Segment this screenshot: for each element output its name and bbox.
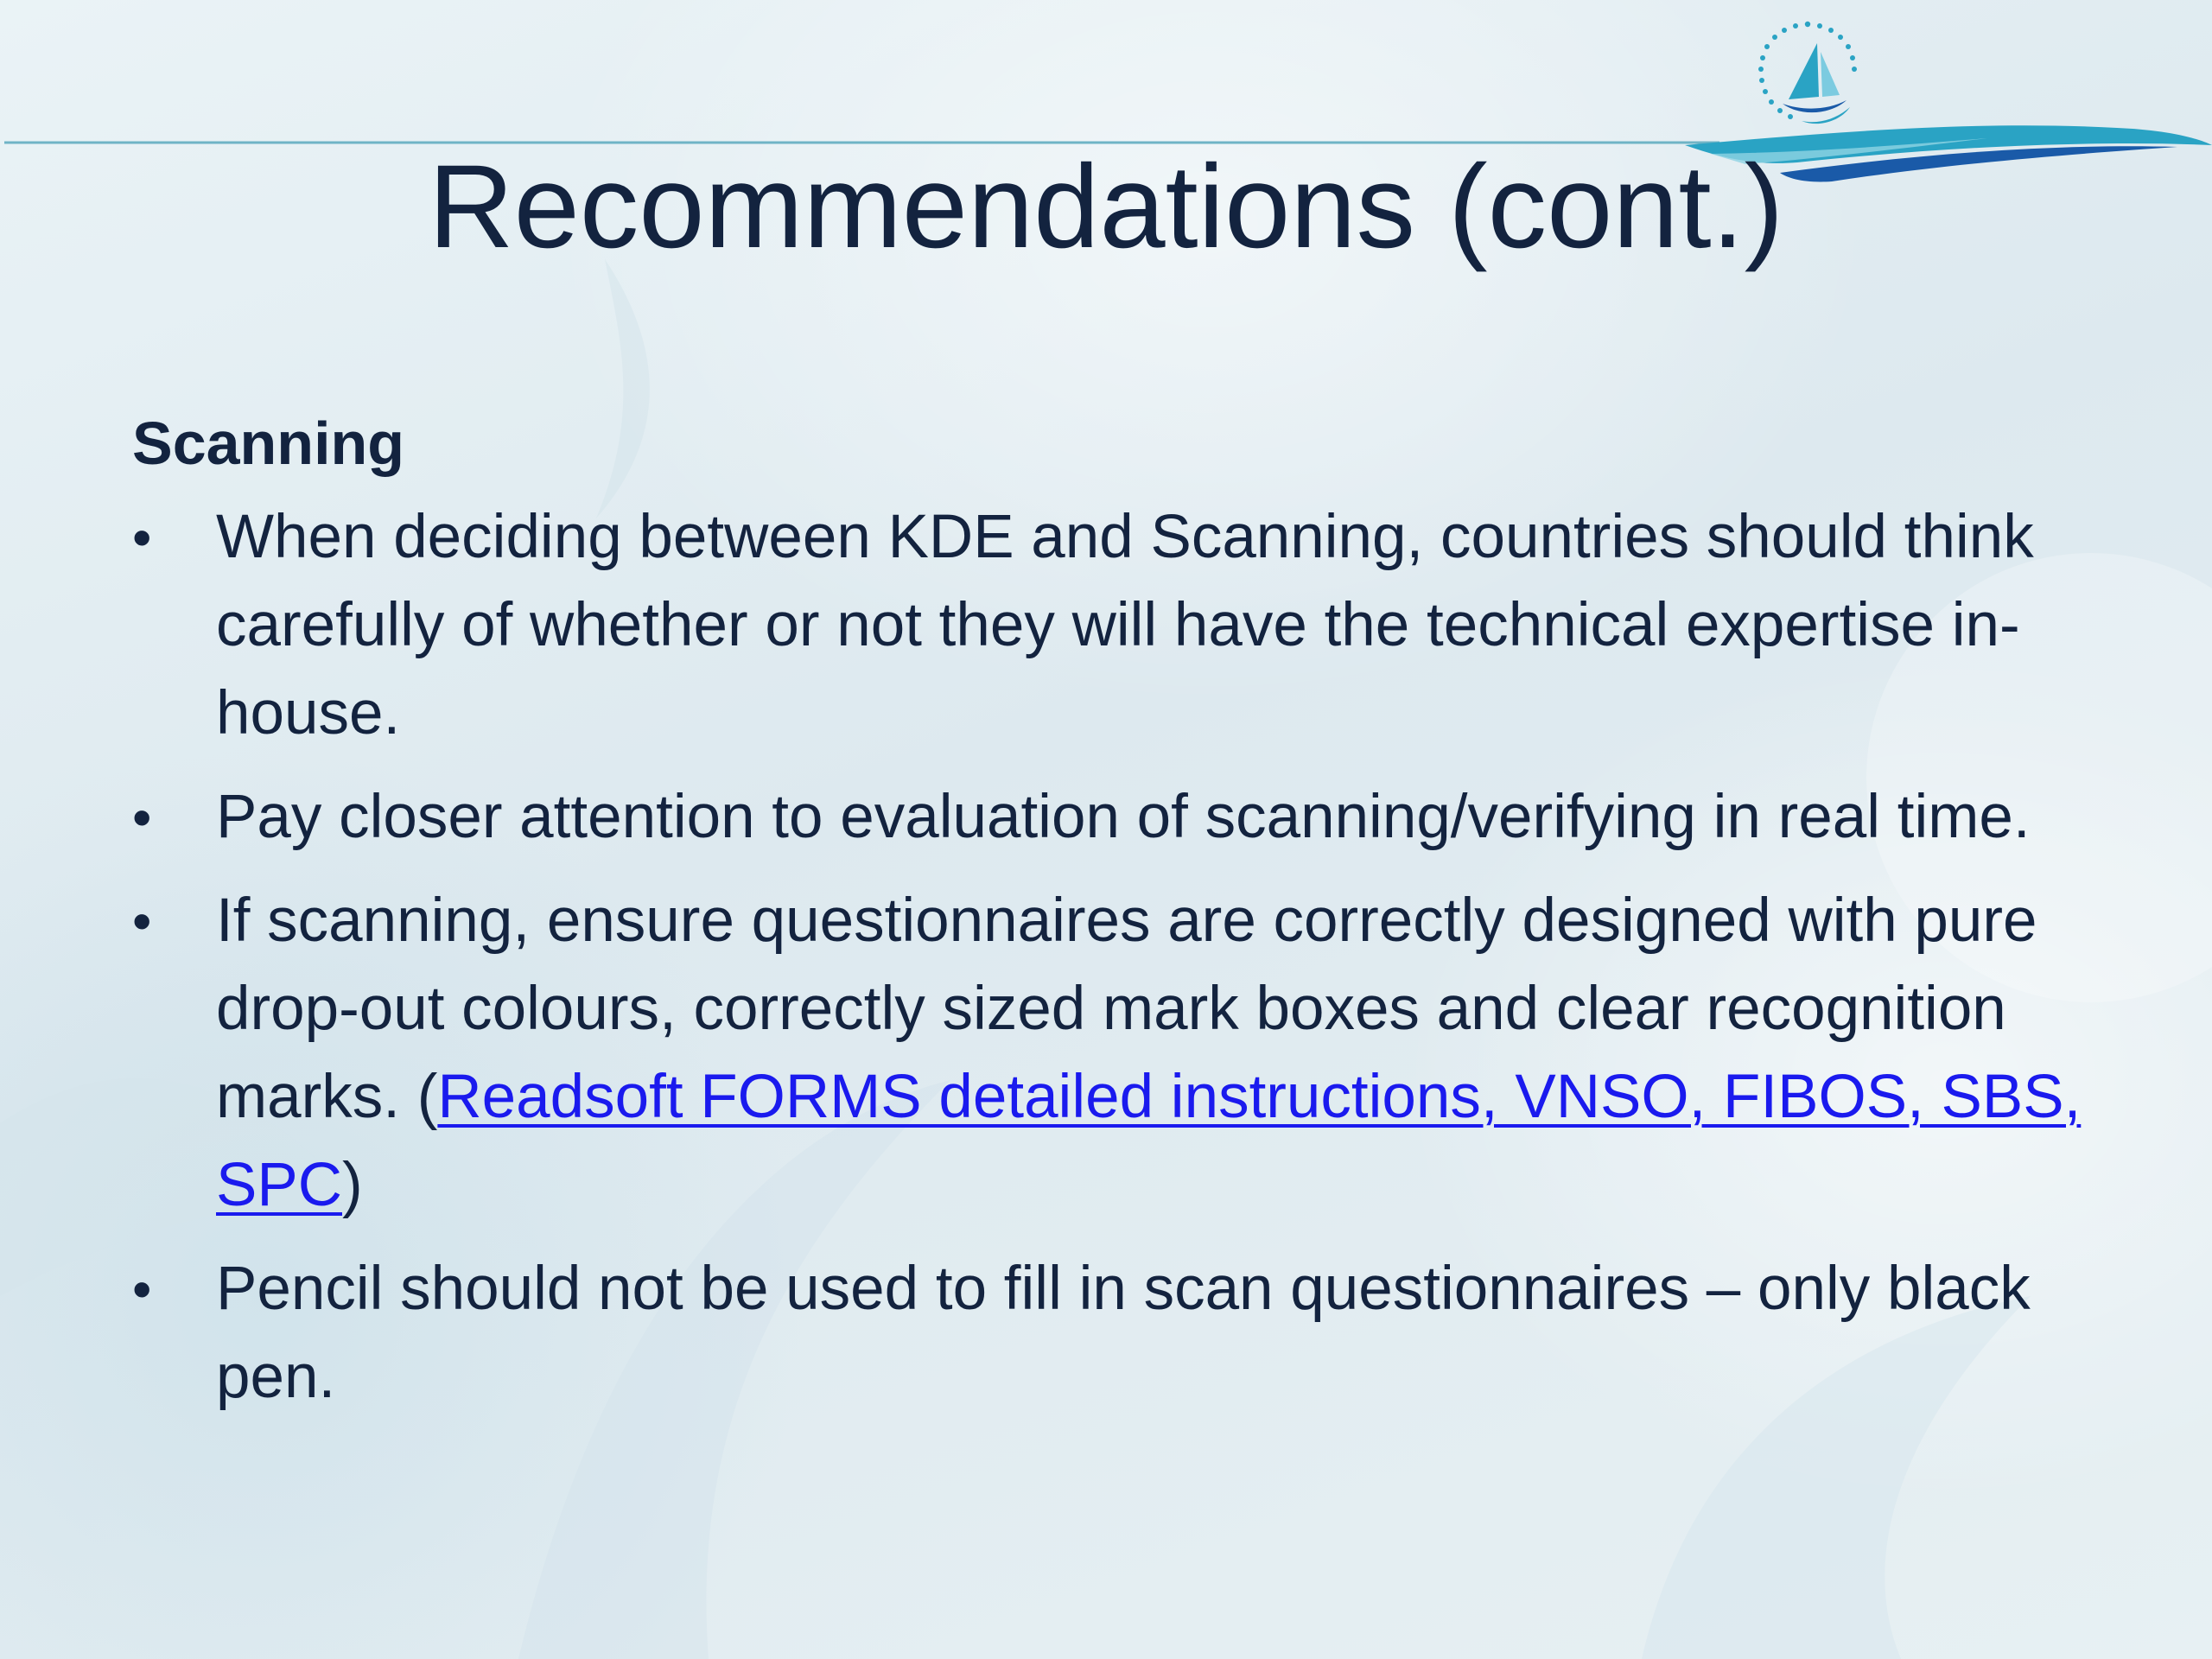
spc-sail-logo-icon bbox=[1750, 17, 1866, 134]
bullet-item bbox=[132, 493, 2120, 758]
readsoft-instructions-link[interactable]: Readsoft FORMS detailed instructions, VNSO, FIBOS, SBS, SPC bbox=[216, 1063, 2082, 1219]
bullet-text: Pay closer attention to evaluation of scanning/verifying in real time. bbox=[216, 783, 2031, 851]
bullet-list bbox=[132, 493, 2120, 1421]
bullet-text: When deciding between KDE and Scanning, countries should think carefully of whether or not they will have the technical expertise in-house. bbox=[216, 503, 2034, 747]
bullet-item bbox=[132, 1245, 2120, 1421]
bullet-dot-icon: • bbox=[132, 786, 152, 849]
bullet-text-suffix: ) bbox=[342, 1151, 363, 1219]
bullet-dot-icon: • bbox=[132, 506, 152, 569]
section-subheading: Scanning bbox=[132, 410, 405, 477]
slide-title: Recommendations (cont.) bbox=[428, 141, 1784, 273]
bullet-item bbox=[132, 877, 2120, 1230]
bullet-dot-icon: • bbox=[132, 890, 152, 952]
bullet-text: Pencil should not be used to fill in scan questionnaires – only black pen. bbox=[216, 1255, 2031, 1411]
bullet-item bbox=[132, 773, 2120, 861]
bullet-text: If scanning, ensure questionnaires are correctly designed with pure drop-out colours, correctly sized mark boxes and clear recognition marks. ( bbox=[216, 887, 2037, 1131]
bullet-dot-icon: • bbox=[132, 1258, 152, 1320]
slide-body bbox=[132, 400, 2120, 1437]
